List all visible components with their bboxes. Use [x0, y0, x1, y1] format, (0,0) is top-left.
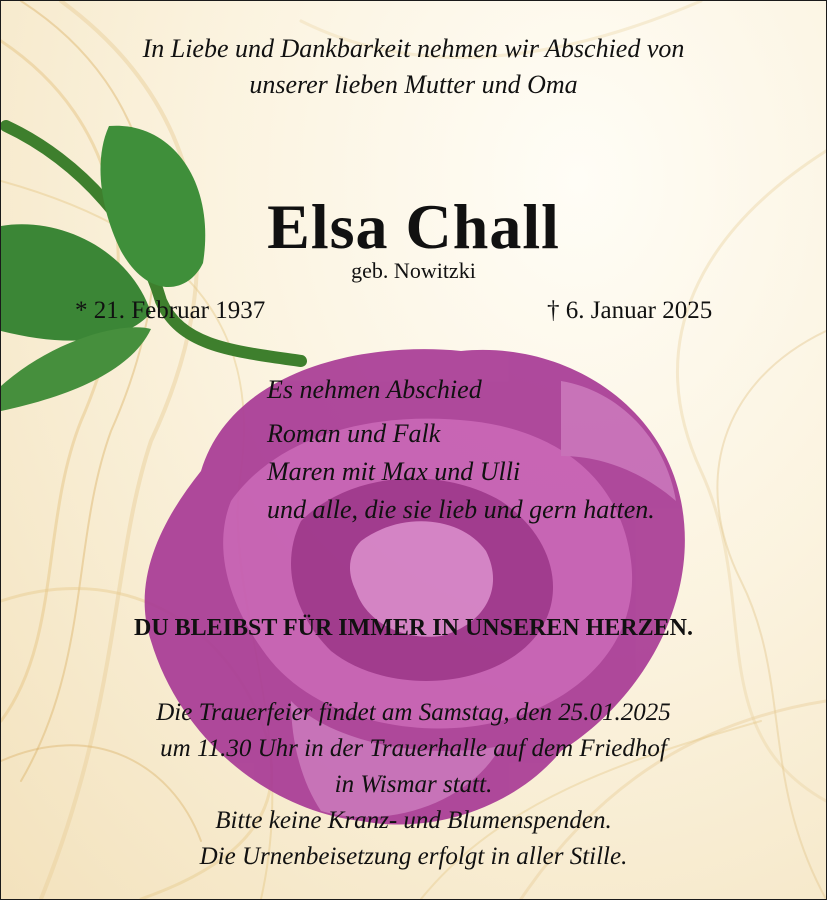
mourner-line: Maren mit Max und Ulli [267, 457, 521, 486]
mourners-block [267, 371, 655, 529]
mourner-line: und alle, die sie lieb und gern hatten. [267, 495, 655, 524]
service-line: Bitte keine Kranz- und Blumenspenden. [215, 807, 612, 834]
service-info [1, 695, 826, 875]
deceased-name: Elsa Chall [267, 191, 560, 262]
notice-text [1, 1, 826, 899]
service-line: Die Trauerfeier findet am Samstag, den 25.01.2025 [156, 699, 671, 726]
intro-line: unserer lieben Mutter und Oma [249, 70, 578, 99]
intro-text [1, 31, 826, 103]
service-line: in Wismar statt. [334, 771, 493, 798]
service-line: um 11.30 Uhr in der Trauerhalle auf dem Friedhof [160, 735, 667, 762]
mourners-heading: Es nehmen Abschied [267, 375, 482, 404]
maiden-name: geb. Nowitzki [351, 258, 476, 283]
birth-date: * 21. Februar 1937 [75, 297, 266, 324]
service-line: Die Urnenbeisetzung erfolgt in aller Stille. [199, 843, 628, 870]
intro-line: In Liebe und Dankbarkeit nehmen wir Abschied von [142, 34, 685, 63]
mourner-line: Roman und Falk [267, 419, 441, 448]
death-date: † 6. Januar 2025 [547, 297, 713, 324]
motto: DU BLEIBST FÜR IMMER IN UNSEREN HERZEN. [134, 615, 693, 641]
